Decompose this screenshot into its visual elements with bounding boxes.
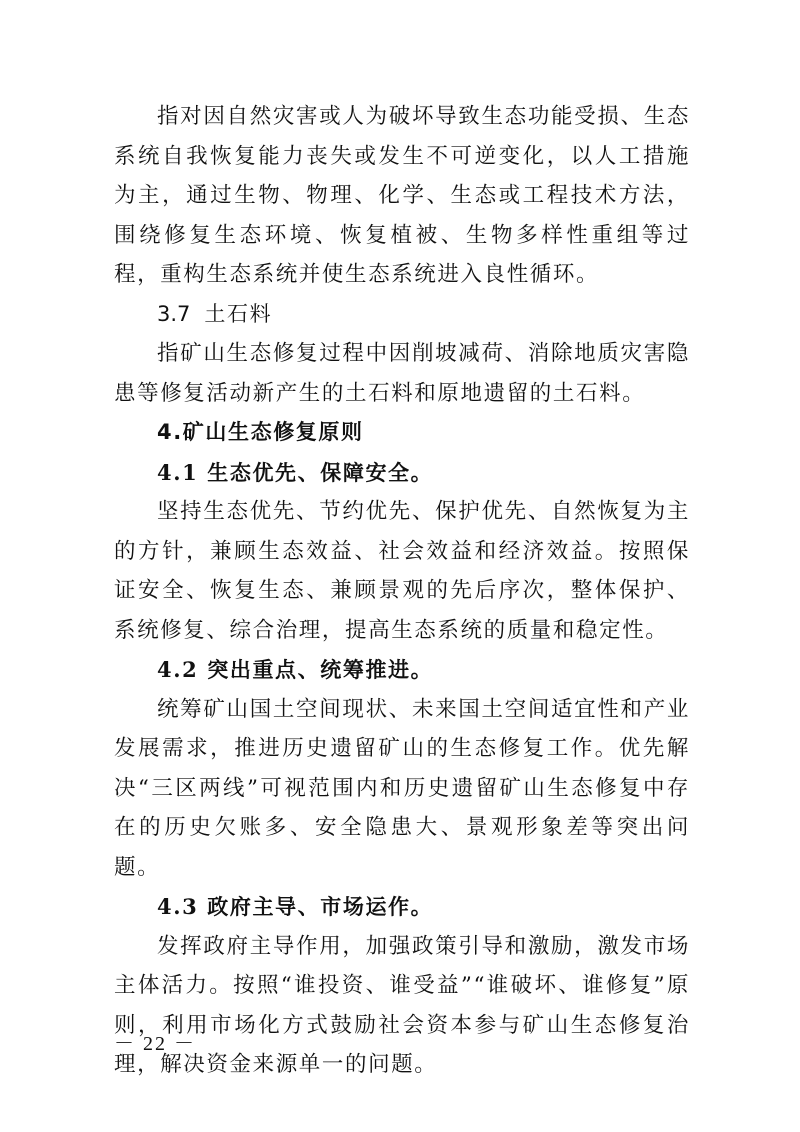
page-number: － 22 － [114, 1033, 196, 1055]
heading-4-principles: 4.矿山生态修复原则 [157, 420, 364, 444]
paragraph-definition-restoration: 指对因自然灾害或人为破坏导致生态功能受损、生态系统自我恢复能力丧失或发生不可逆变化，以人工措施为主，通过生物、物理、化学、生态或工程技术方法，围绕修复生态环境、恢复植被、生物多样性重组等过程，重构生态系统并使生态系统进入良性循环。 [114, 104, 690, 287]
document-body [114, 97, 690, 1085]
heading-4-2: 4.2 突出重点、统筹推进。 [157, 657, 434, 682]
heading-3-7 [114, 295, 690, 335]
paragraph-4-1: 坚持生态优先、节约优先、保护优先、自然恢复为主的方针，兼顾生态效益、社会效益和经济效益。按照保证安全、恢复生态、兼顾景观的先后序次，整体保护、系统修复、综合治理，提高生态系统的质量和稳定性。 [114, 499, 690, 643]
heading-3-7-number: 3.7 [157, 301, 191, 326]
paragraph-definition-earth-stone: 指矿山生态修复过程中因削坡减荷、消除地质灾害隐患等修复活动新产生的土石料和原地遗留的土石料。 [114, 341, 690, 406]
paragraph-4-2: 统筹矿山国土空间现状、未来国土空间适宜性和产业发展需求，推进历史遗留矿山的生态修复工作。优先解决“三区两线”可视范围内和历史遗留矿山生态修复中存在的历史欠账多、安全隐患大、景观形象差等突出问题。 [114, 696, 690, 880]
paragraph-4-3: 发挥政府主导作用，加强政策引导和激励，激发市场主体活力。按照“谁投资、谁受益”“谁破坏、谁修复”原则，利用市场化方式鼓励社会资本参与矿山生态修复治理，解决资金来源单一的问题。 [114, 933, 690, 1077]
heading-4-1: 4.1 生态优先、保障安全。 [157, 459, 434, 485]
heading-4-3: 4.3 政府主导、市场运作。 [157, 894, 434, 919]
heading-3-7-title: 土石料 [204, 301, 273, 326]
